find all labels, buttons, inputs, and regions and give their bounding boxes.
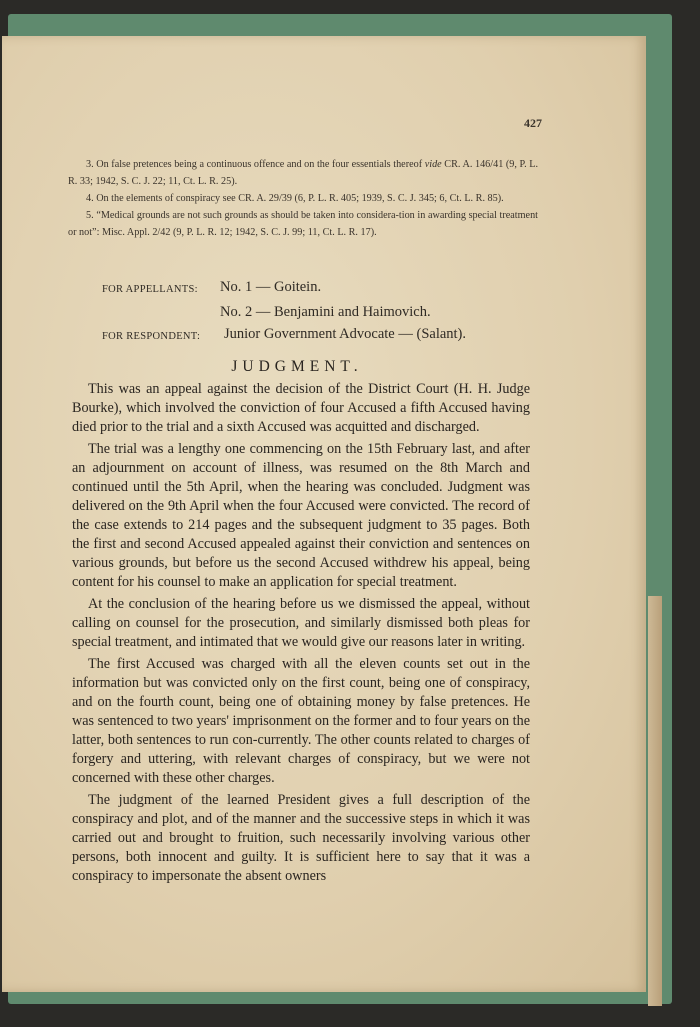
respondent: Junior Government Advocate — (Salant).: [224, 326, 467, 342]
footnote-3: 3. On false pretences being a continuous offence and on the four essentials thereof vide CR. A. 146/41 (9, P. L. R. 33; 1942, S. C. J. 22; 11, Ct. L. R. 25).: [68, 159, 538, 187]
appellant-1: No. 1 — Goitein.: [220, 279, 322, 295]
footnotes: [68, 156, 538, 241]
page-number: 427: [524, 116, 542, 130]
appellants-label: FOR APPELLANTS:: [102, 284, 198, 295]
worn-page-edge: [648, 596, 662, 1006]
paragraph: This was an appeal against the decision of the District Court (H. H. Judge Bourke), which involved the conviction of four Accused a fifth Accused having died prior to the trial and a sixth Accused was acquitted and discharged.: [72, 381, 530, 435]
judgment-body: [72, 380, 530, 889]
paragraph: At the conclusion of the hearing before us we dismissed the appeal, without calling on counsel for the prosecution, and similarly dismissed both pleas for special treatment, and intimated that we would give our reasons later in writing.: [72, 596, 530, 650]
counsel-block: [102, 276, 542, 348]
paragraph: The judgment of the learned President gives a full description of the conspiracy and plot, and of the manner and the successive steps in which it was carried out and brought to fruition, such necessarily involving various other persons, both innocent and guilty. It is sufficient here to say that it was a conspiracy to impersonate the absent owners: [72, 792, 530, 884]
appellant-2: No. 2 — Benjamini and Haimovich.: [220, 304, 431, 320]
footnote-4: 4. On the elements of conspiracy see CR. A. 29/39 (6, P. L. R. 405; 1939, S. C. J. 345; 6, Ct. L. R. 85).: [86, 193, 504, 204]
book-page: [2, 36, 646, 992]
paragraph: The first Accused was charged with all the eleven counts set out in the information but was convicted only on the first count, being one of conspiracy, and on the fourth count, being one of obtaining money by false pretences. He was sentenced to two years' imprisonment on the former and to four years on the latter, both sentences to run con-currently. The other counts related to charges of forgery and uttering, with relevant charges of conspiracy, but we were not concerned with these other charges.: [72, 656, 531, 786]
respondent-label: FOR RESPONDENT:: [102, 331, 201, 342]
paragraph: The trial was a lengthy one commencing on the 15th February last, and after an adjournment on account of illness, was resumed on the 8th March and continued until the 5th April, when the hearing was concluded. Judgment was delivered on the 9th April when the four Accused were convicted. The record of the case extends to 214 pages and the subsequent judgment to 35 pages. Both the first and second Accused appealed against their conviction and sentences on various grounds, but before us the second Accused withdrew his appeal, being content for his counsel to make an application for special treatment.: [72, 441, 530, 590]
footnote-5: 5. “Medical grounds are not such grounds as should be taken into considera-tion in awarding special treatment or not”: Misc. Appl. 2/42 (9, P. L. R. 12; 1942, S. C. J. 99; 11, Ct. L. R. 17).: [68, 210, 539, 238]
judgment-heading: JUDGMENT.: [231, 358, 363, 375]
